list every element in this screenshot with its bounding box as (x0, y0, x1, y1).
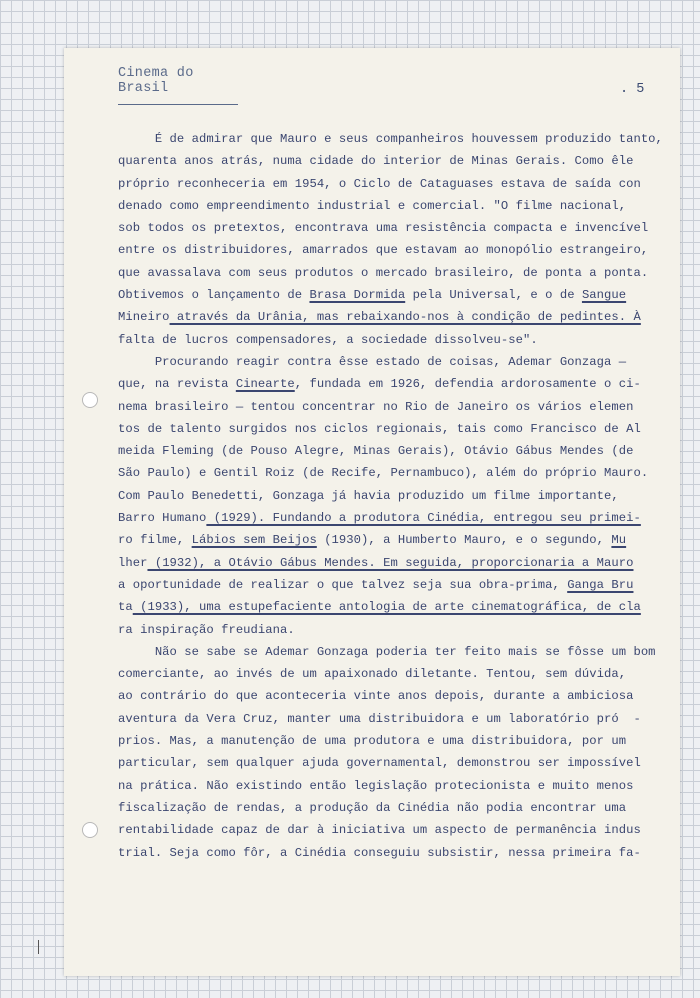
underlined-title: Sangue (581, 288, 627, 303)
text-segment: ra inspiração freudiana. (118, 622, 295, 637)
running-header: Cinema do Brasil (118, 66, 238, 105)
text-segment: Obtivemos o lançamento de (118, 288, 310, 303)
body-text (118, 128, 663, 864)
text-segment: ro filme, (118, 533, 192, 548)
text-line (118, 128, 663, 150)
underlined-title: (1933), uma estupefaciente antologia de arte cinematográfica, de cla (132, 600, 641, 615)
underlined-title: Mu (611, 533, 627, 548)
text-segment: comerciante, ao invés de um apaixonado diletante. Tentou, sem dúvida, (118, 667, 627, 682)
text-line (118, 217, 648, 239)
text-segment: São Paulo) e Gentil Roiz (de Recife, Pernambuco), além do próprio Mauro. (118, 466, 649, 481)
page-number: . 5 (620, 82, 645, 97)
underlined-title: Lábios sem Beijos (191, 533, 317, 548)
text-line (118, 663, 648, 685)
text-segment: que, na revista (118, 377, 236, 392)
text-segment: trial. Seja como fôr, a Cinédia conseguiu subsistir, nessa primeira fa- (118, 845, 641, 860)
text-segment: tos de talento surgidos nos ciclos regionais, tais como Francisco de Al (118, 421, 641, 436)
underlined-title: Cinearte (235, 377, 295, 392)
text-segment: Barro Humano (118, 511, 207, 526)
text-segment: sob todos os pretextos, encontrava uma resistência compacta e invencível (118, 221, 649, 236)
text-line (118, 150, 648, 172)
text-line (118, 306, 648, 328)
text-segment: ta (118, 600, 133, 615)
text-line (118, 195, 648, 217)
text-segment: nema brasileiro — tentou concentrar no Rio de Janeiro os vários elemen (118, 399, 634, 414)
text-line (118, 775, 648, 797)
text-segment: a oportunidade de realizar o que talvez seja sua obra-prima, (118, 577, 568, 592)
text-segment: pela Universal, e o de (405, 288, 582, 303)
underlined-title: Ganga Bru (567, 577, 634, 592)
text-line (118, 485, 648, 507)
text-line (118, 797, 648, 819)
text-line (118, 730, 648, 752)
text-segment: Não se sabe se Ademar Gonzaga poderia ter feito mais se fôsse um bom (118, 644, 656, 659)
punch-hole (82, 822, 98, 838)
text-segment: ao contrário do que aconteceria vinte anos depois, durante a ambiciosa (118, 689, 634, 704)
text-segment: (1930), a Humberto Mauro, e o segundo, (316, 533, 612, 548)
text-line (118, 529, 648, 551)
text-segment: particular, sem qualquer ajuda governamental, demonstrou ser impossível (118, 756, 641, 771)
text-line (118, 574, 648, 596)
text-line (118, 418, 648, 440)
text-line (118, 351, 648, 373)
text-line (118, 239, 648, 261)
text-segment: rentabilidade capaz de dar à iniciativa um aspecto de permanência indus (118, 823, 641, 838)
text-segment: próprio reconheceria em 1954, o Ciclo de Cataguases estava de saída con (118, 176, 641, 191)
text-line (118, 552, 648, 574)
text-segment: lher (118, 555, 148, 570)
text-line (118, 842, 648, 864)
text-segment: aventura da Vera Cruz, manter uma distribuidora e um laboratório pró - (118, 711, 641, 726)
text-segment: Procurando reagir contra êsse estado de coisas, Ademar Gonzaga — (118, 354, 627, 369)
text-line (118, 507, 648, 529)
text-line (118, 819, 648, 841)
pencil-mark (38, 940, 39, 954)
text-segment: na prática. Não existindo então legislação protecionista e muito menos (118, 778, 634, 793)
text-line (118, 596, 648, 618)
text-line (118, 641, 656, 663)
text-segment: entre os distribuidores, amarrados que estavam ao monopólio estrangeiro, (118, 243, 649, 258)
text-segment: que avassalava com seus produtos o mercado brasileiro, de ponta a ponta. (118, 265, 649, 280)
punch-hole (82, 392, 98, 408)
text-segment: falta de lucros compensadores, a sociedade dissolveu-se". (118, 332, 538, 347)
underlined-title: através da Urânia, mas rebaixando-nos à condição de pedintes. À (169, 310, 641, 325)
text-segment: quarenta anos atrás, numa cidade do interior de Minas Gerais. Como êle (118, 154, 634, 169)
text-segment: prios. Mas, a manutenção de uma produtora e uma distribuidora, por um (118, 734, 627, 749)
text-segment: fiscalização de rendas, a produção da Cinédia não podia encontrar uma (118, 800, 627, 815)
text-line (118, 708, 648, 730)
underlined-title: (1929). Fundando a produtora Cinédia, entregou seu primei- (206, 511, 641, 526)
text-segment: meida Fleming (de Pouso Alegre, Minas Gerais), Otávio Gábus Mendes (de (118, 444, 634, 459)
text-line (118, 262, 648, 284)
text-line (118, 440, 648, 462)
text-line (118, 373, 648, 395)
text-line (118, 619, 648, 641)
text-segment: , fundada em 1926, defendia ardorosamente o ci- (294, 377, 641, 392)
text-line (118, 284, 648, 306)
text-segment: Mineiro (118, 310, 170, 325)
text-line (118, 396, 648, 418)
text-line (118, 173, 648, 195)
underlined-title: (1932), a Otávio Gábus Mendes. Em seguida, proporcionaria a Mauro (147, 555, 634, 570)
text-line (118, 462, 648, 484)
text-line (118, 752, 648, 774)
text-line (118, 329, 648, 351)
text-segment: Com Paulo Benedetti, Gonzaga já havia produzido um filme importante, (118, 488, 619, 503)
text-line (118, 685, 648, 707)
text-segment: denado como empreendimento industrial e comercial. "O filme nacional, (118, 198, 627, 213)
underlined-title: Brasa Dormida (309, 288, 406, 303)
text-segment: É de admirar que Mauro e seus companheiros houvessem produzido tanto, (118, 132, 663, 146)
